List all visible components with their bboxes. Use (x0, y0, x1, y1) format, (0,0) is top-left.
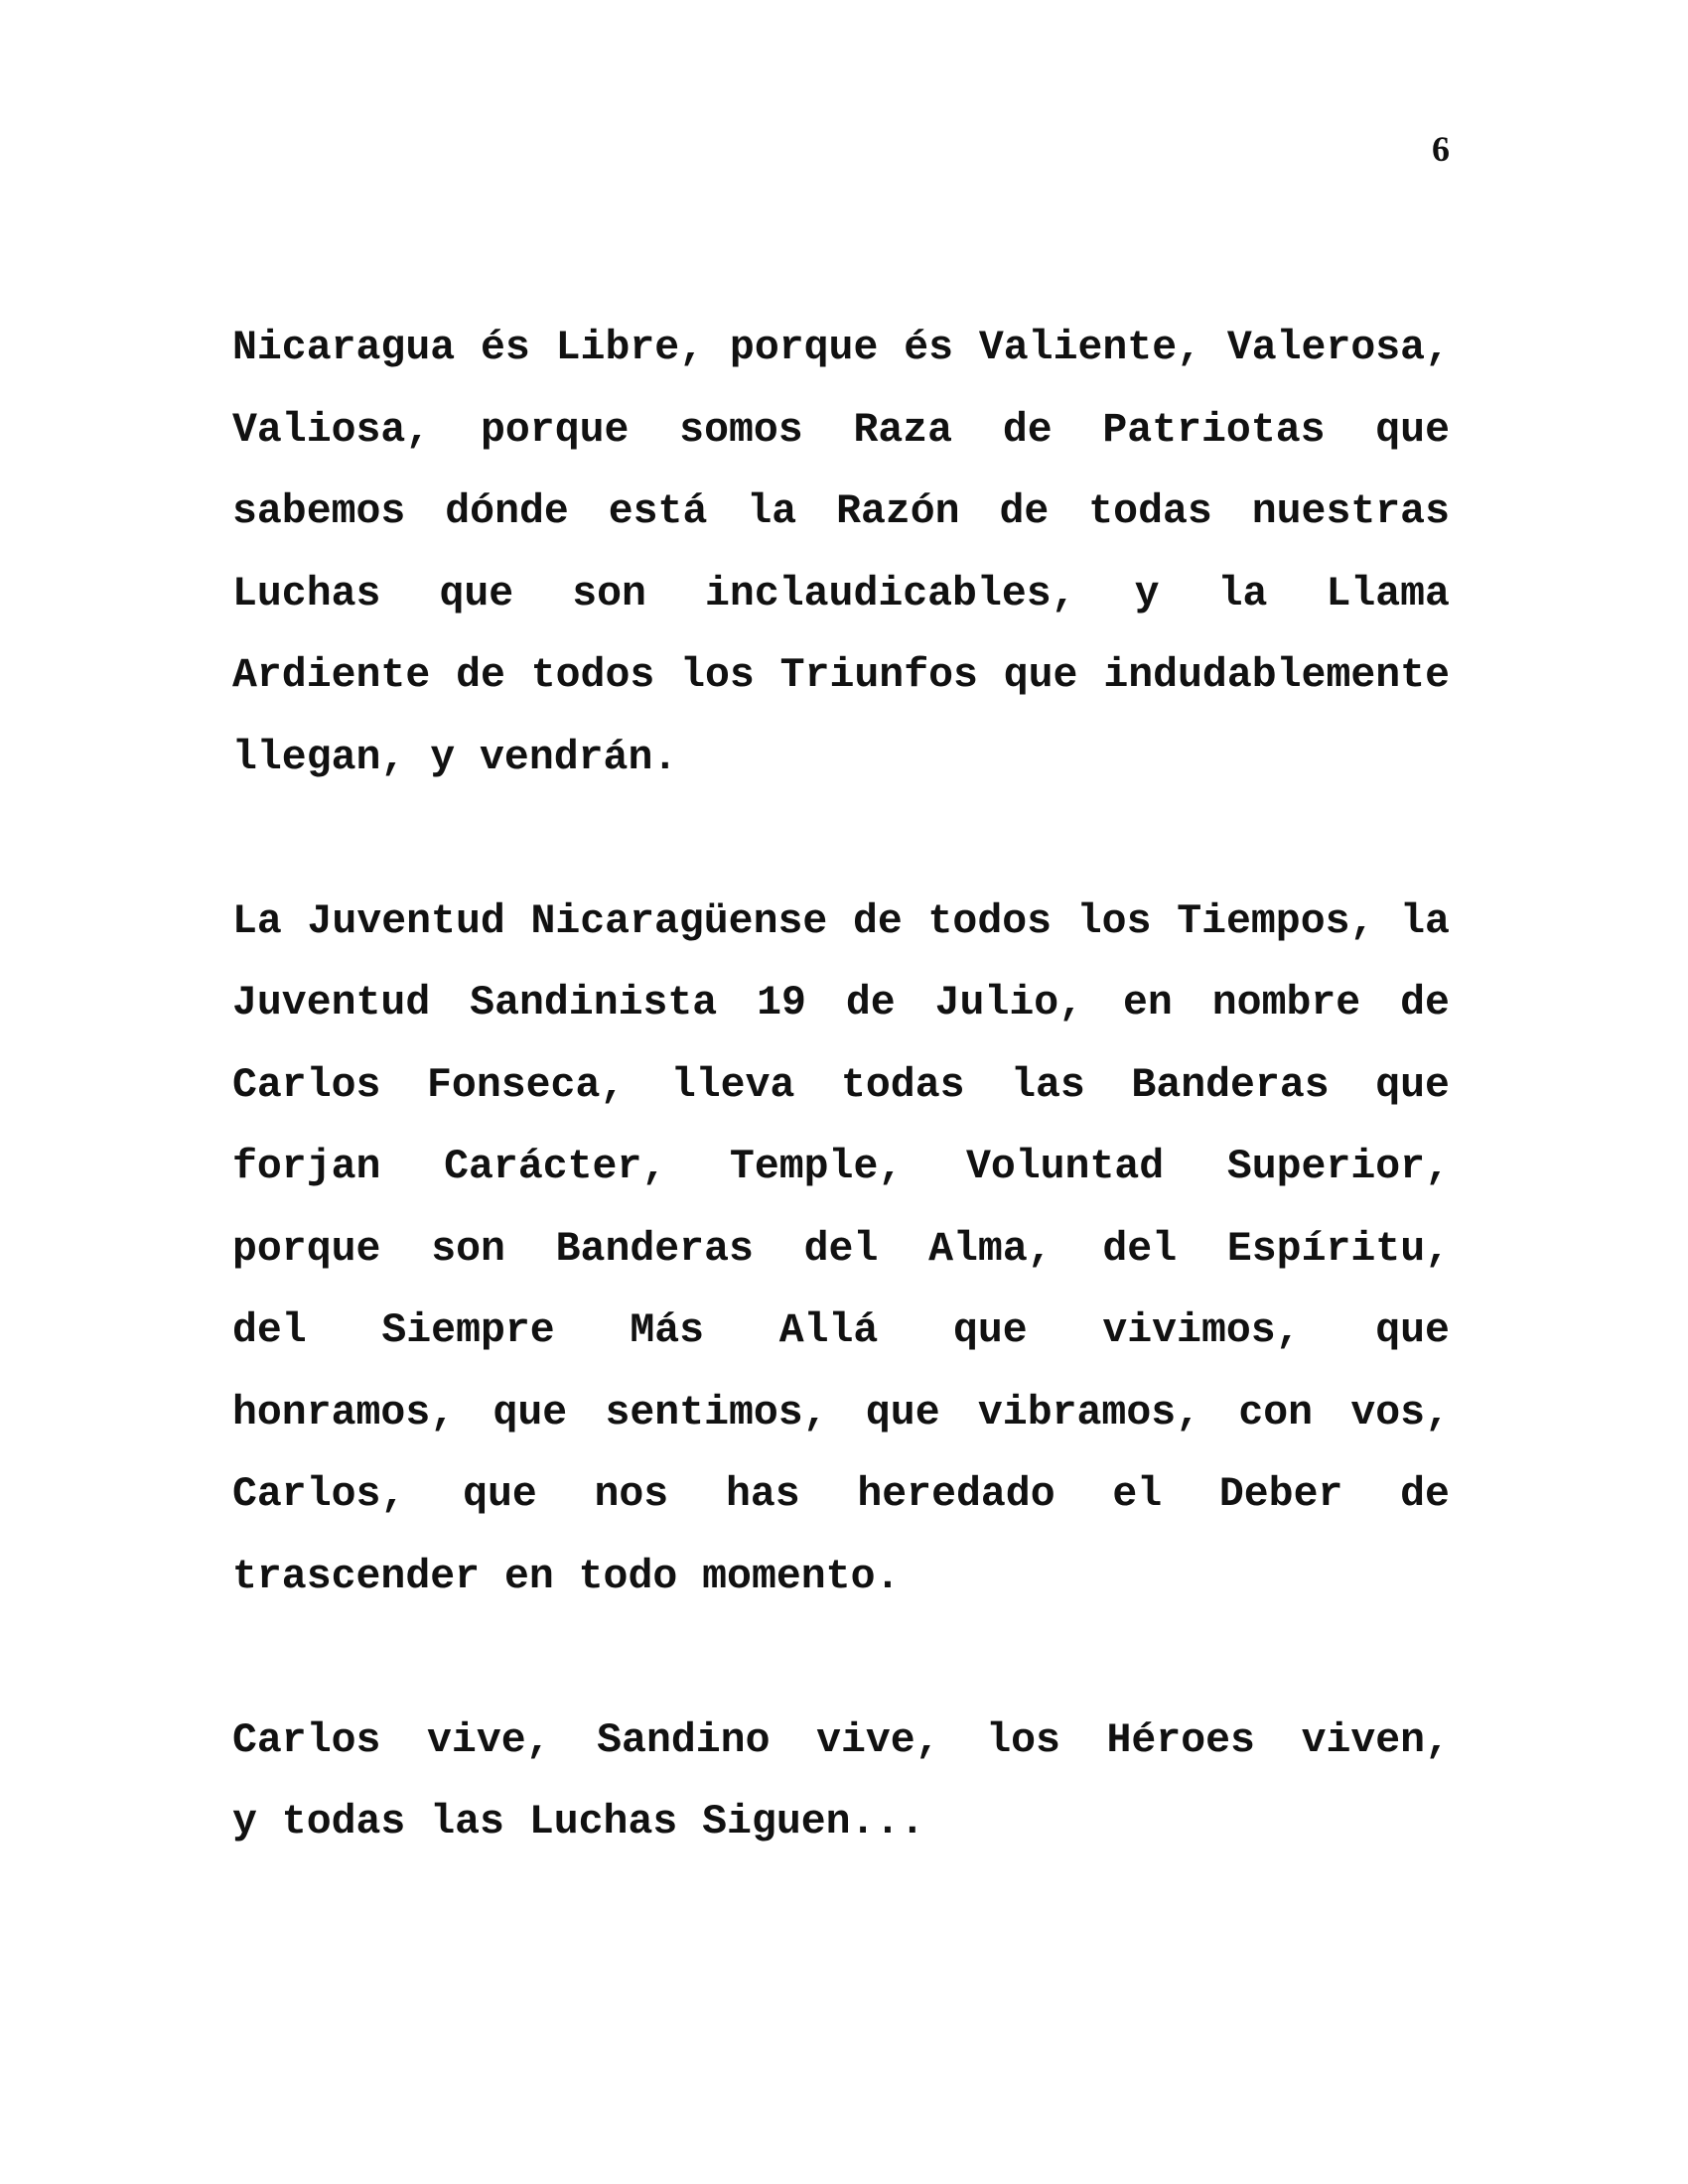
word: Deber (1218, 1471, 1343, 1518)
word: Razón (836, 488, 960, 535)
word: de (845, 980, 896, 1026)
word: Espíritu, (1226, 1225, 1450, 1273)
word: lleva (670, 1061, 795, 1109)
text-line (232, 1373, 1450, 1455)
word: del (803, 1225, 879, 1273)
word: trascender (232, 1553, 481, 1600)
word: y (1134, 570, 1160, 617)
word: Allá (778, 1307, 879, 1354)
word: Patriotas (1102, 406, 1326, 454)
word: que (865, 1389, 940, 1436)
word: Valiosa, (232, 406, 431, 454)
word: en (503, 1553, 554, 1600)
word: los (680, 652, 755, 699)
word: Voluntad (965, 1144, 1165, 1190)
word: que (1375, 1061, 1450, 1109)
word: Fonseca, (427, 1061, 626, 1109)
word: nuestras (1251, 488, 1450, 535)
word: todo (578, 1553, 678, 1600)
word: está (608, 488, 708, 535)
word: todas (281, 1799, 406, 1845)
text-line (232, 554, 1450, 636)
word: Nicaragüense (530, 897, 828, 945)
text-line (232, 718, 1450, 800)
text-line (232, 1701, 1450, 1783)
word: Juventud (307, 897, 505, 945)
word: dónde (445, 488, 569, 535)
word: que (1375, 1307, 1450, 1354)
text-line (232, 308, 1450, 390)
text-line (232, 1127, 1450, 1209)
word: somos (679, 406, 803, 454)
text-line (232, 1045, 1450, 1128)
word: Siguen... (702, 1799, 925, 1845)
word: que (952, 1307, 1028, 1354)
word: indudablemente (1103, 652, 1450, 699)
text-line (232, 472, 1450, 554)
word: la (747, 488, 797, 535)
text-line (232, 1782, 1450, 1864)
word: Julio, (934, 980, 1084, 1026)
word: que (463, 1471, 537, 1518)
word: vivimos, (1102, 1307, 1301, 1354)
word: forjan (232, 1144, 381, 1190)
word: vive, (816, 1716, 940, 1764)
word: Tiempos, (1177, 897, 1375, 945)
word: de (999, 488, 1050, 535)
word: sabemos (232, 488, 406, 535)
word: Raza (853, 406, 953, 454)
word: La (232, 897, 282, 945)
text-line (232, 635, 1450, 718)
word: Carlos, (232, 1471, 406, 1518)
word: és (904, 325, 954, 371)
word: Valiente, (978, 325, 1201, 371)
text-line (232, 1454, 1450, 1537)
paragraph (232, 308, 1450, 799)
text-line (232, 1209, 1450, 1292)
word: nombre (1211, 980, 1361, 1026)
word: que (492, 1389, 568, 1436)
paragraph (232, 1701, 1450, 1864)
word: heredado (857, 1471, 1055, 1518)
word: de (1400, 980, 1450, 1026)
word: porque (729, 325, 879, 371)
word: porque (232, 1225, 381, 1273)
word: llegan, (232, 734, 406, 781)
word: que (439, 570, 514, 617)
word: que (1003, 652, 1078, 699)
word: Carácter, (444, 1144, 667, 1190)
word: vibramos, (977, 1389, 1201, 1436)
word: Sandino (597, 1716, 771, 1764)
word: los (1076, 897, 1152, 945)
word: la (1400, 897, 1450, 945)
word: vendrán. (480, 734, 678, 781)
word: de (853, 897, 903, 945)
word: nos (594, 1471, 669, 1518)
word: todos (530, 652, 655, 699)
word: has (725, 1471, 800, 1518)
word: inclaudicables, (705, 570, 1076, 617)
word: Sandinista (470, 980, 718, 1026)
word: todos (927, 897, 1053, 945)
word: Ardiente (232, 652, 431, 699)
word: sentimos, (605, 1389, 828, 1436)
paragraph (232, 882, 1450, 1619)
word: Banderas (555, 1225, 754, 1273)
word: és (480, 325, 530, 371)
word: Llama (1326, 570, 1450, 617)
word: Alma, (928, 1225, 1053, 1273)
word: Nicaragua (232, 325, 456, 371)
text-line (232, 882, 1450, 964)
word: son (431, 1225, 505, 1273)
word: y (232, 1799, 257, 1845)
word: Héroes (1106, 1716, 1255, 1764)
word: momento. (702, 1553, 901, 1600)
word: vive, (427, 1716, 551, 1764)
text-line (232, 963, 1450, 1045)
word: porque (480, 406, 630, 454)
word: que (1375, 406, 1450, 454)
word: de (1002, 406, 1053, 454)
word: los (986, 1716, 1060, 1764)
word: son (572, 570, 646, 617)
text-line (232, 1537, 1450, 1619)
word: Juventud (232, 980, 431, 1026)
word: todas (1088, 488, 1212, 535)
word: las (430, 1799, 504, 1845)
word: Más (630, 1307, 705, 1354)
word: Libre, (555, 325, 705, 371)
word: en (1123, 980, 1173, 1026)
word: Carlos (232, 1061, 381, 1109)
word: de (456, 652, 505, 699)
word: Siempre (381, 1307, 555, 1354)
word: Valerosa, (1226, 325, 1450, 371)
body-text (232, 308, 1450, 1946)
word: del (1102, 1225, 1178, 1273)
word: Luchas (232, 570, 381, 617)
word: 19 (757, 980, 806, 1026)
word: de (1400, 1471, 1450, 1518)
word: Banderas (1131, 1061, 1330, 1109)
word: las (1011, 1061, 1085, 1109)
word: Triunfos (779, 652, 978, 699)
word: Luchas (528, 1799, 678, 1845)
text-line (232, 390, 1450, 473)
word: la (1217, 570, 1268, 617)
page-number: 6 (1432, 129, 1450, 169)
text-line (232, 1291, 1450, 1373)
word: viven, (1301, 1716, 1450, 1764)
word: del (232, 1307, 307, 1354)
word: el (1112, 1471, 1163, 1518)
word: y (430, 734, 456, 781)
word: vos, (1350, 1389, 1450, 1436)
word: con (1238, 1389, 1314, 1436)
word: honramos, (232, 1389, 456, 1436)
word: Temple, (729, 1144, 904, 1190)
word: Superior, (1226, 1144, 1450, 1190)
word: Carlos (232, 1716, 381, 1764)
word: todas (840, 1061, 965, 1109)
